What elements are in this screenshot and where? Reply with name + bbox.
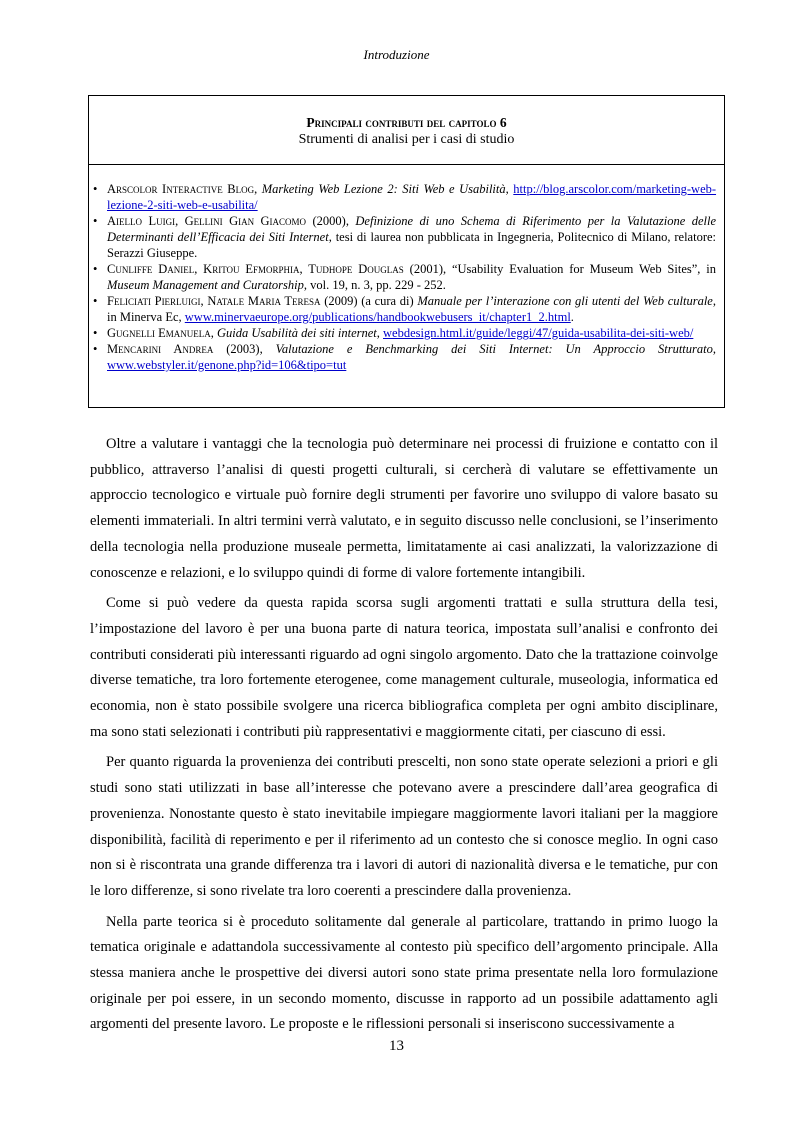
- reference-item: [107, 341, 716, 373]
- reference-tail: ,: [712, 342, 716, 356]
- page-number: 13: [389, 1038, 404, 1054]
- reference-link[interactable]: www.minervaeurope.org/publications/handbookwebusers_it/chapter1_2.html: [184, 310, 571, 324]
- reference-meta: (2009) (a cura di): [320, 294, 418, 308]
- reference-item: [107, 181, 716, 213]
- reference-meta: (2003),: [213, 342, 276, 356]
- reference-title: Definizione di uno Schema di Riferimento per la Valutazione delle Determinanti dell’Efficacia dei Siti Internet: [107, 214, 716, 244]
- reference-link[interactable]: www.webstyler.it/genone.php?id=106&tipo=tut: [107, 358, 347, 372]
- reference-title: Valutazione e Benchmarking dei Siti Internet: Un Approccio Strutturato: [275, 342, 713, 356]
- reference-authors: Gugnelli Emanuela,: [107, 326, 214, 340]
- body-paragraph: Come si può vedere da questa rapida scorsa sugli argomenti trattati e sulla struttura della tesi, l’impostazione del lavoro è per una buona parte di natura teorica, impostata sull’analisi e confronto dei contributi considerati più interessanti riguardo ad ogni singolo argomento. Dato che la trattazione coinvolge diverse tematiche, tra loro fortemente eterogenee, come management culturale, museologia, informatica ed economia, non è stato possibile svolgere una ricerca bibliografica completa per ogni ambito disciplinare, ma sono stati selezionati i contributi più rappresentativi e maggiormente citati, per ciascuno di essi.: [90, 595, 718, 740]
- body-paragraph: Nella parte teorica si è proceduto solitamente dal generale al particolare, trattando in primo luogo la tematica originale e adattandola successivamente al contesto più specifico dell’argomento principale. Alla stessa maniera anche le prospettive dei diversi autori sono state prima presentate nella loro formulazione originale per poi essere, in un secondo momento, discusse in rapporto ad un possibile adattamento agli argomenti del presente lavoro. Le proposte e le riflessioni personali si inseriscono successivamente a: [90, 913, 718, 1033]
- reference-meta: (2001), “Usability Evaluation for Museum Web Sites”, in: [403, 262, 716, 276]
- reference-authors: Mencarini Andrea: [107, 342, 214, 356]
- reference-item: [107, 325, 716, 341]
- reference-title: Marketing Web Lezione 2: Siti Web e Usabilità,: [261, 182, 509, 196]
- reference-item: [107, 293, 716, 325]
- reference-link[interactable]: webdesign.html.it/guide/leggi/47/guida-usabilita-dei-siti-web/: [383, 326, 694, 340]
- reference-tail: , in Minerva Ec,: [107, 294, 716, 324]
- reference-list: [89, 165, 724, 373]
- reference-authors: Arscolor Interactive Blog,: [107, 182, 258, 196]
- reference-authors: Aiello Luigi, Gellini Gian Giacomo: [107, 214, 307, 228]
- reference-link[interactable]: http://blog.arscolor.com/marketing-web-lezione-2-siti-web-e-usabilita/: [107, 182, 717, 212]
- reference-after: .: [570, 310, 574, 324]
- reference-tail: , tesi di laurea non pubblicata in Ingegneria, Politecnico di Milano, relatore: Serazzi Giuseppe.: [107, 230, 716, 260]
- running-header: Introduzione: [363, 47, 430, 62]
- box-header: [89, 96, 724, 165]
- reference-title: Guida Usabilità dei siti internet: [217, 326, 377, 340]
- reference-tail: , vol. 19, n. 3, pp. 229 - 252.: [303, 278, 446, 292]
- body-paragraph: Oltre a valutare i vantaggi che la tecnologia può determinare nei processi di fruizione e contatto con il pubblico, attraverso l’analisi di questi progetti culturali, si cercherà di valutare se effettivamente un approccio tecnologico e virtuale può fornire degli strumenti per favorire uno sviluppo di valore basato su elementi immateriali. In altri termini verrà valutato, e in seguito discusso nelle conclusioni, se l’inserimento della tecnologia nella produzione museale permetta, limitatamente ai casi analizzati, la valorizzazione di conoscenze e relazioni, e lo sviluppo quindi di forme di valore fortemente intangibili.: [90, 436, 718, 581]
- chapter-contributions-box: [88, 95, 725, 408]
- body-paragraph: Per quanto riguarda la provenienza dei contributi prescelti, non sono state operate selezioni a priori e gli studi sono stati utilizzati in base all’interesse che potevano avere a prescindere dall’area geografica di provenienza. Nonostante questo è stato inevitabile impiegare maggiormente lavori italiani per la maggiore disponibilità, facilità di reperimento e per il riferimento ad un contesto che si conosce meglio. In ogni caso non si è riscontrata una grande differenza tra i lavori di autori di nazionalità diversa e le tematiche, pur con le loro differenze, si sono rivelate tra loro coerenti a prescindere dalla provenienza.: [90, 754, 718, 899]
- reference-authors: Feliciati Pierluigi, Natale Maria Teresa: [107, 294, 321, 308]
- reference-title: Museum Management and Curatorship: [107, 278, 304, 292]
- reference-tail: ,: [376, 326, 383, 340]
- box-subtitle: Strumenti di analisi per i casi di studio: [298, 132, 515, 147]
- reference-authors: Cunliffe Daniel, Kritou Efmorphia, Tudhope Douglas: [107, 262, 404, 276]
- reference-meta: (2000),: [306, 214, 356, 228]
- reference-item: [107, 261, 716, 293]
- box-title: Principali contributi del capitolo 6: [306, 115, 507, 130]
- reference-item: [107, 213, 716, 261]
- body-text: [90, 432, 718, 1043]
- reference-title: Manuale per l’interazione con gli utenti del Web culturale: [417, 294, 713, 308]
